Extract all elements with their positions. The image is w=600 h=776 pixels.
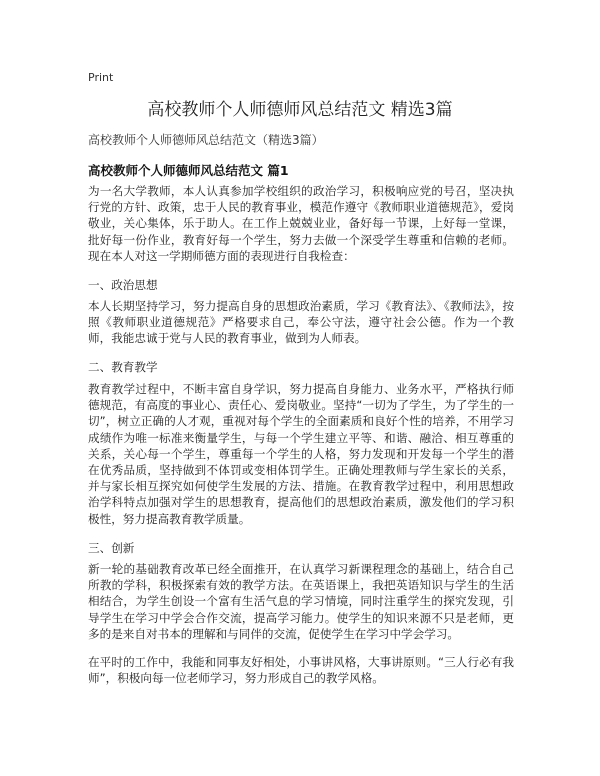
article-heading: 高校教师个人师德师风总结范文 篇1	[88, 163, 289, 178]
closing-paragraph: 在平时的工作中，我能和同事友好相处，小事讲风格，大事讲原则。“三人行必有我师”，积极向每一位老师学习，努力形成自己的教学风格。	[88, 655, 514, 686]
section-heading-innovation: 三、创新	[88, 541, 135, 555]
section-body-innovation: 新一轮的基础教育改革已经全面推开，在认真学习新课程理念的基础上，结合自己所教的学科，积极探索有效的教学方法。在英语课上，我把英语知识与学生的生活相结合，为学生创设一个富有生活气息的学习情境，同时注重学生的探究发现，引导学生在学习中学会合作交流，提高学习能力。使学生的知识来源不只是老师，更多的是来自对书本的理解和与同伴的交流，促使学生在学习中学会学习。	[88, 562, 514, 641]
section-body-politics: 本人长期坚持学习，努力提高自身的思想政治素质，学习《教育法》、《教师法》，按照《教师职业道德规范》严格要求自己，奉公守法，遵守社会公德。作为一个教师，我能忠诚于党与人民的教育事业，做到为人师表。	[88, 299, 514, 346]
document-subtitle: 高校教师个人师德师风总结范文（精选3篇）	[88, 133, 324, 147]
section-heading-politics: 一、政治思想	[88, 278, 158, 292]
page-title: 高校教师个人师德师风总结范文 精选3篇	[147, 100, 453, 120]
section-body-teaching: 教育教学过程中，不断丰富自身学识，努力提高自身能力、业务水平，严格执行师德规范，有高度的事业心、责任心、爱岗敬业。坚持“一切为了学生，为了学生的一切”，树立正确的人才观，重视对每个学生的全面素质和良好个性的培养，不用学习成绩作为唯一标准来衡量学生，与每一个学生建立平等、和谐、融洽、相互尊重的关系，关心每一个学生，尊重每一个学生的人格，努力发现和开发每一个学生的潜在优秀品质，坚持做到不体罚或变相体罚学生。正确处理教师与学生家长的关系，并与家长相互探究如何使学生发展的方法、措施。在教育教学过程中，利用思想政治学科特点加强对学生的思想教育，提高他们的思想政治素质，激发他们的学习积极性，努力提高教育教学质量。	[88, 382, 514, 526]
section-heading-teaching: 二、教育教学	[88, 360, 158, 374]
print-link[interactable]: Print	[88, 71, 114, 84]
intro-paragraph: 为一名大学教师，本人认真参加学校组织的政治学习，积极响应党的号召，坚决执行党的方针、政策，忠于人民的教育事业，模范作遵守《教师职业道德规范》，爱岗敬业，关心集体，乐于助人。在工作上兢兢业业，备好每一节课，上好每一堂课，批好每一份作业，教育好每一个学生，努力去做一个深受学生尊重和信赖的老师。现在本人对这一学期师德方面的表现进行自我检查：	[88, 184, 514, 263]
